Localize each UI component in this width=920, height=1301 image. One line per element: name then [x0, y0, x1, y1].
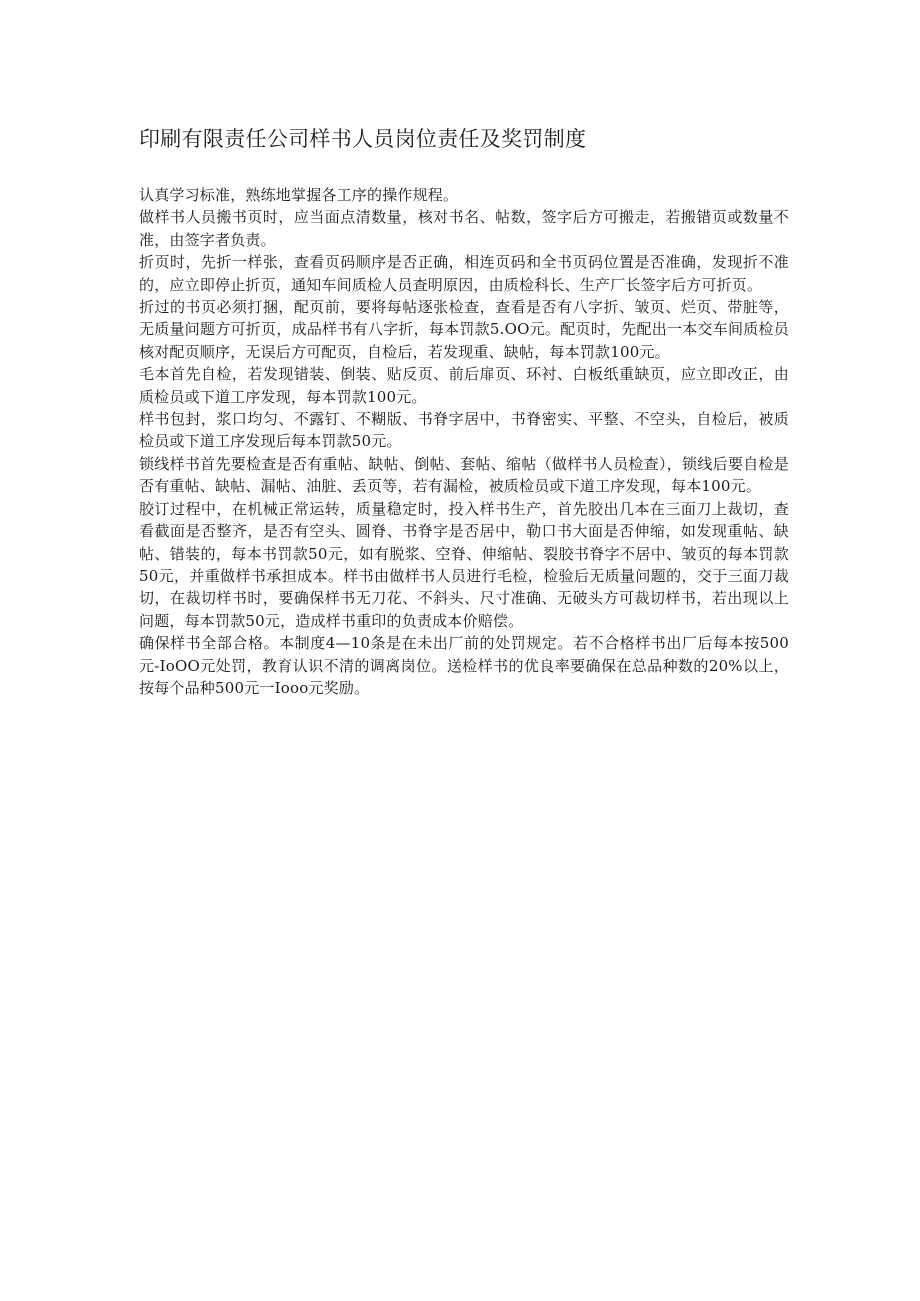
- document-title: 印刷有限责任公司样书人员岗位责任及奖罚制度: [139, 127, 587, 151]
- document-page: [139, 124, 789, 699]
- paragraph-7: 锁线样书首先要检查是否有重帖、缺帖、倒帖、套帖、缩帖（做样书人员检查），锁线后要自检是否有重帖、缺帖、漏帖、油脏、丢页等，若有漏检，被质检员或下道工序发现，每本100元。: [139, 454, 789, 496]
- paragraph-6: 样书包封，浆口均匀、不露钉、不糊版、书脊字居中，书脊密实、平整、不空头，自检后，被质检员或下道工序发现后每本罚款50元。: [139, 410, 789, 451]
- paragraph-3: 折页时，先折一样张，查看页码顺序是否正确，相连页码和全书页码位置是否准确，发现折不准的，应立即停止折页，通知车间质检人员查明原因，由质检科长、生产厂长签字后方可折页。: [139, 253, 789, 294]
- paragraph-8: 胶订过程中，在机械正常运转，质量稳定时，投入样书生产，首先胶出几本在三面刀上裁切，查看截面是否整齐，是否有空头、圆脊、书脊字是否居中，勒口书大面是否伸缩，如发现重帖、缺帖、错装的，每本书罚款50元，如有脱浆、空脊、伸缩帖、裂胶书脊字不居中、皱页的每本罚款50元，并重做样书承担成本。样书由做样书人员进行毛检，检验后无质量问题的，交于三面刀裁切，在裁切样书时，要确保样书无刀花、不斜头、尺寸准确、无破头方可裁切样书，若出现以上问题，每本罚款50元，造成样书重印的负责成本价赔偿。: [139, 499, 789, 630]
- paragraph-2: 做样书人员搬书页时，应当面点清数量，核对书名、帖数，签字后方可搬走，若搬错页或数量不准，由签字者负责。: [139, 208, 789, 249]
- paragraph-5: 毛本首先自检，若发现错装、倒装、贴反页、前后扉页、环衬、白板纸重缺页，应立即改正，由质检员或下道工序发现，每本罚款100元。: [139, 365, 789, 406]
- paragraph-1: 认真学习标准，熟练地掌握各工序的操作规程。: [139, 186, 459, 204]
- document-body: [139, 184, 789, 699]
- paragraph-4: 折过的书页必须打捆，配页前，要将每帖逐张检查，查看是否有八字折、皱页、烂页、带脏等，无质量问题方可折页，成品样书有八字折，每本罚款5.OO元。配页时，先配出一本交车间质检员核对配页顺序，无误后方可配页，自检后，若发现重、缺帖，每本罚款100元。: [139, 298, 789, 361]
- paragraph-9: 确保样书全部合格。本制度4—10条是在未出厂前的处罚规定。若不合格样书出厂后每本按500元-IoOO元处罚，教育认识不清的调离岗位。送检样书的优良率要确保在总品种数的20%以上，按每个品种500元一Iooo元奖励。: [139, 634, 789, 697]
